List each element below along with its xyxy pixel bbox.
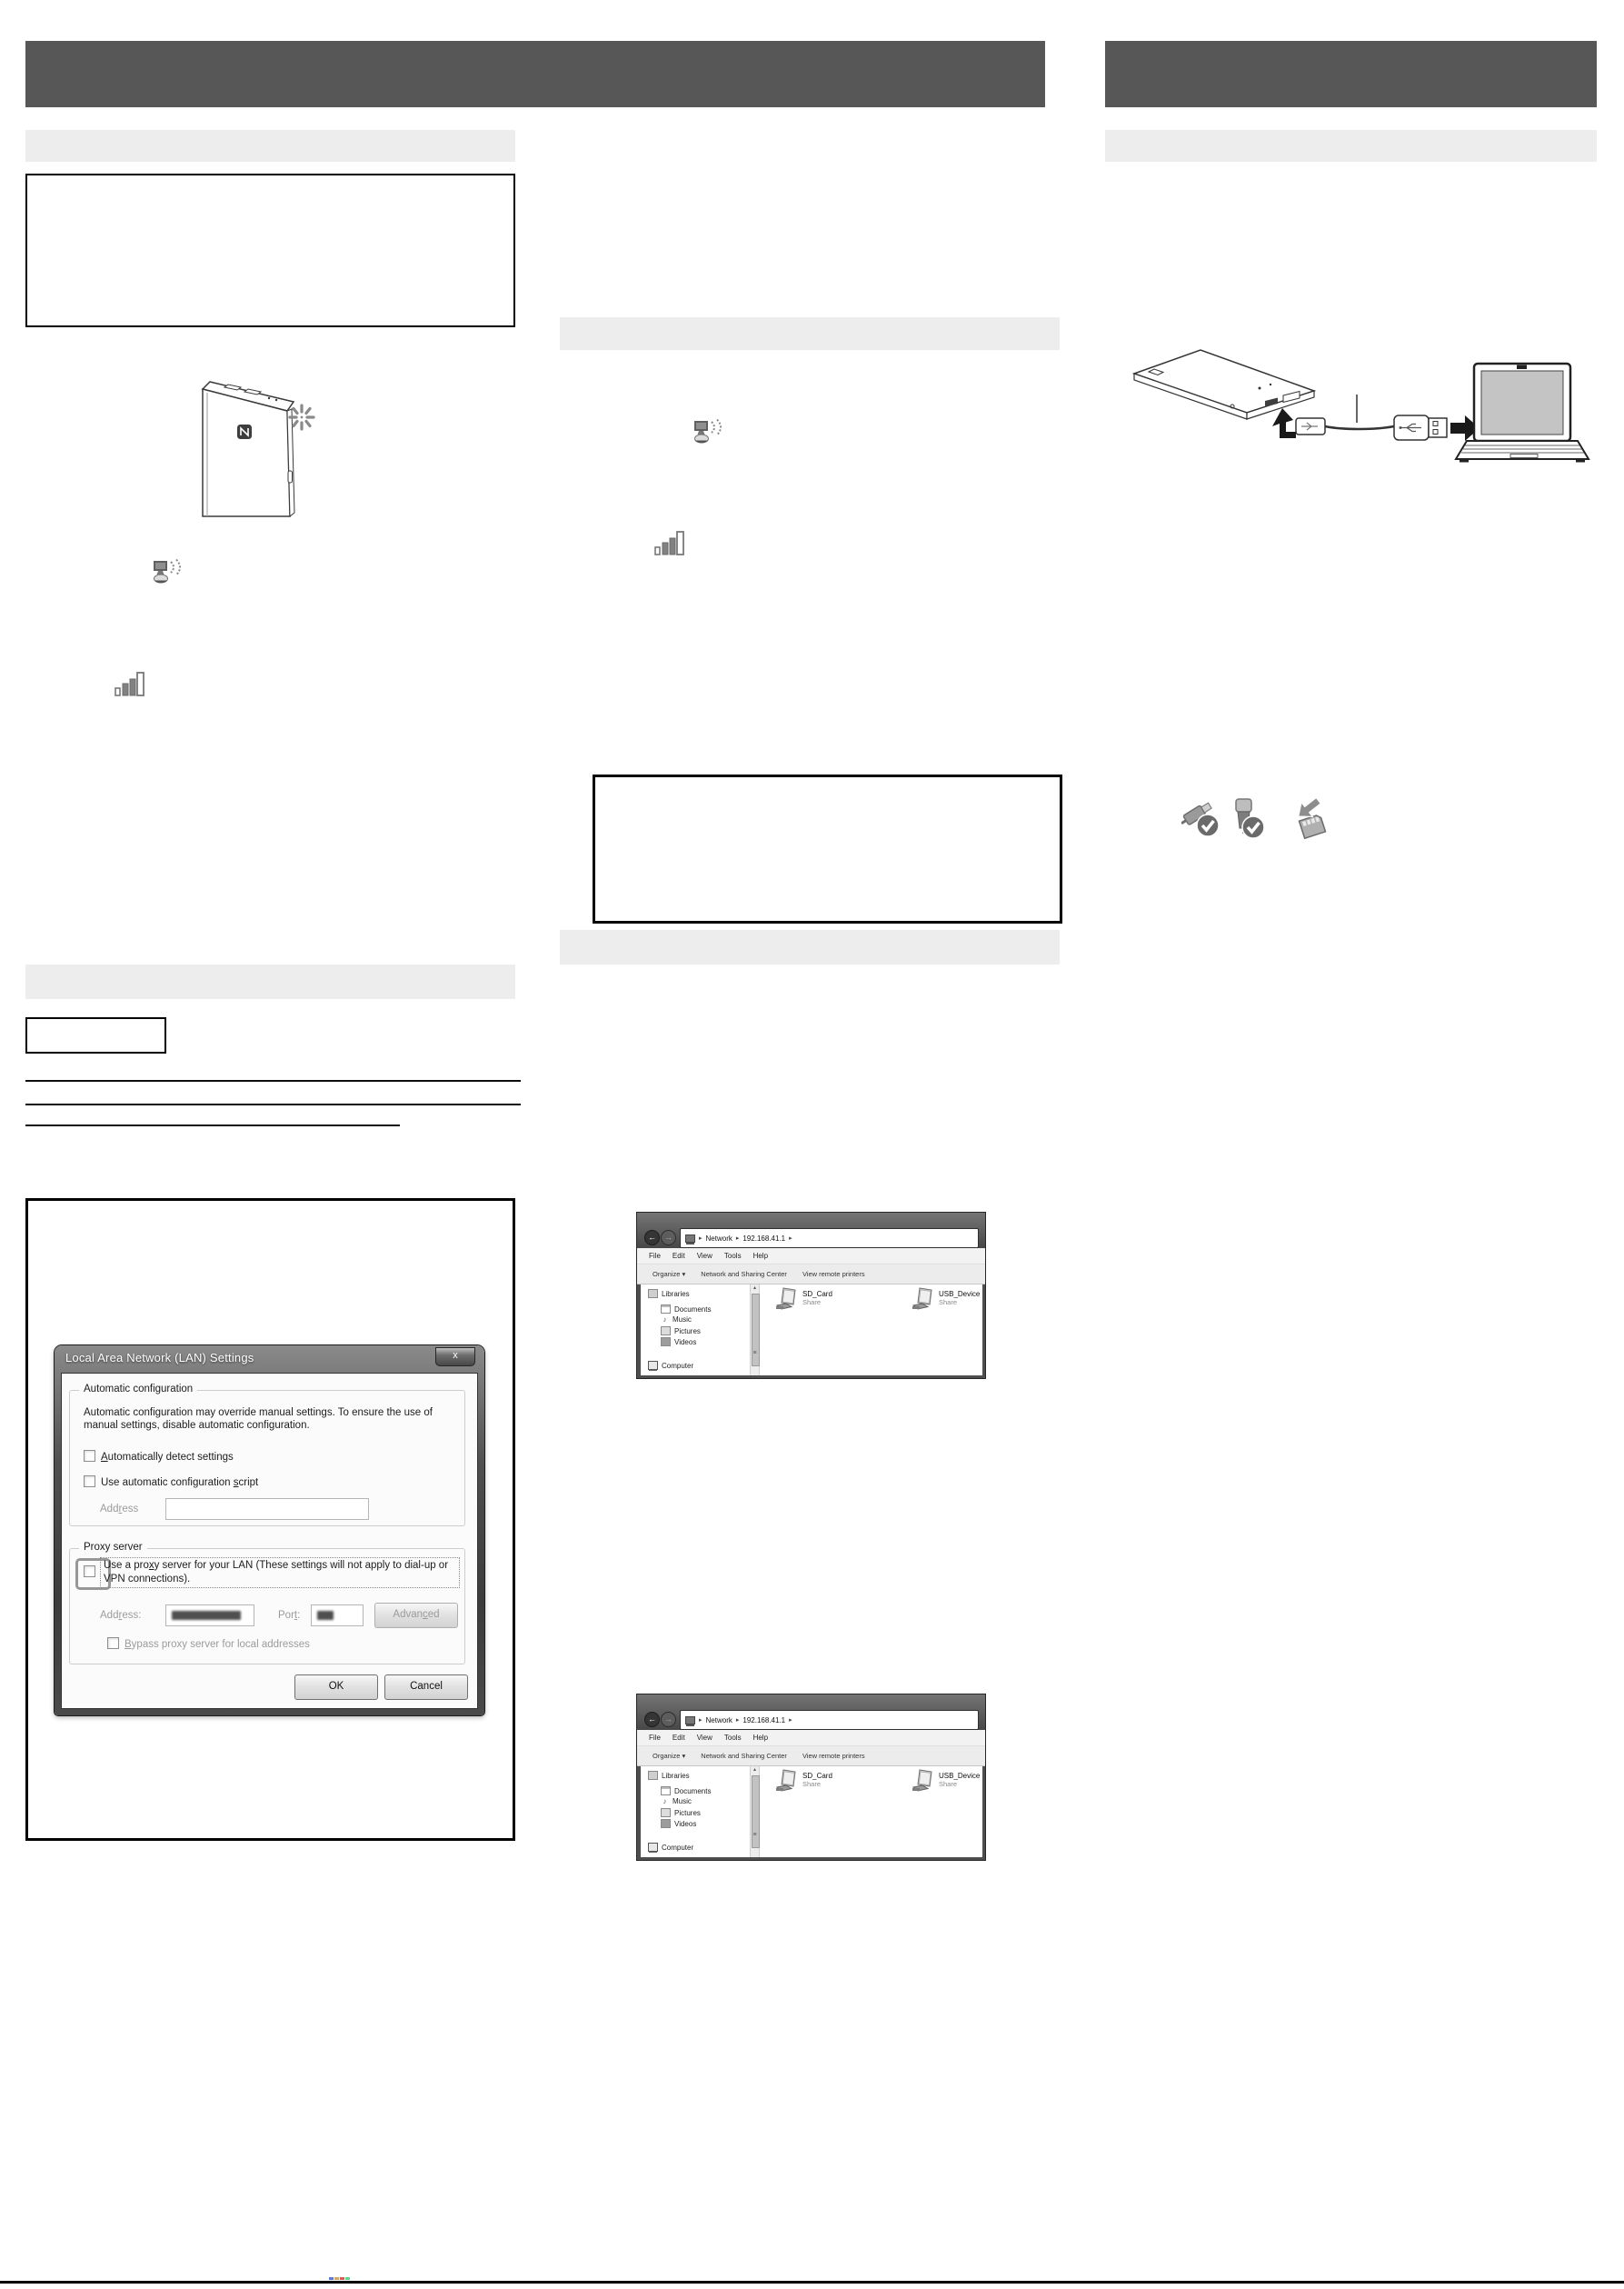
usb-plug-ok-icon [1181,800,1221,840]
organize-button[interactable]: Organize ▾ [653,1270,686,1278]
chevron-down-icon: ▾ [682,1752,686,1760]
share-status: Share [802,1298,822,1306]
pictures-icon [661,1808,671,1817]
note-box-mid [593,775,1062,924]
dialog-title: Local Area Network (LAN) Settings [65,1351,254,1364]
list-rule-2 [25,1104,521,1105]
detect-settings-checkbox[interactable] [84,1450,95,1462]
videos-icon [661,1337,671,1346]
share-item-usb-device[interactable] [912,1769,980,1794]
group-legend: Automatic configuration [79,1384,197,1394]
shared-folder-icon [912,1769,934,1794]
group-legend: Proxy server [79,1542,147,1553]
arrow-up-icon [1272,408,1296,438]
redacted-port [317,1611,334,1620]
bypass-proxy-label: Bypass proxy server for local addresses [125,1639,310,1650]
chevron-icon: ▸ [699,1717,702,1724]
list-rule-1 [25,1080,521,1082]
forward-icon: → [664,1233,673,1242]
back-icon: ← [648,1233,656,1242]
cancel-button[interactable]: Cancel [384,1674,468,1700]
auto-config-description: Automatic configuration may override manual settings. To ensure the use of manual settings, disable automatic configuration. [84,1407,433,1431]
nav-pictures[interactable]: Pictures [661,1326,701,1335]
menu-tools[interactable]: Tools [723,1252,742,1260]
chevron-down-icon: ▾ [682,1270,686,1278]
nav-computer[interactable]: Computer [648,1843,693,1852]
documents-icon [661,1786,671,1795]
share-name: SD_Card [802,1772,832,1780]
share-status: Share [939,1780,958,1788]
address-bar[interactable] [680,1710,979,1730]
sharing-center-button[interactable]: Network and Sharing Center [701,1752,787,1760]
window-body [637,1766,985,1857]
organize-button[interactable]: Organize ▾ [653,1752,686,1760]
share-name: USB_Device [939,1772,981,1780]
libraries-icon [648,1289,658,1298]
videos-icon [661,1819,671,1828]
menu-edit[interactable]: Edit [672,1734,685,1742]
ok-button[interactable]: OK [294,1674,378,1700]
menu-file[interactable]: File [649,1252,661,1260]
command-bar [637,1264,985,1284]
music-icon: ♪ [663,1797,667,1805]
window-body [637,1284,985,1375]
remote-printers-button[interactable]: View remote printers [802,1270,865,1278]
navigation-pane [641,1284,750,1375]
explorer-window-1 [636,1212,986,1379]
breadcrumb-network[interactable]: Network [705,1715,732,1724]
section-bar-left-2 [25,965,515,999]
bypass-proxy-row [107,1637,310,1650]
section-bar-left-1 [25,130,515,162]
share-status: Share [802,1780,822,1788]
nav-libraries[interactable]: Libraries [648,1289,690,1298]
scroll-up-icon[interactable]: ▴ [752,1767,756,1773]
menu-tools[interactable]: Tools [723,1734,742,1742]
menu-view[interactable]: View [696,1252,712,1260]
note-box-left-top [25,174,515,327]
menu-bar [637,1730,985,1746]
proxy-port-label: Port: [278,1610,301,1621]
auto-address-label: Address [100,1504,139,1514]
shared-folder-icon [776,1287,798,1312]
share-name: SD_Card [802,1290,832,1298]
nav-computer[interactable]: Computer [648,1361,693,1370]
chevron-icon: ▸ [789,1235,792,1242]
share-status: Share [939,1298,958,1306]
footer-rule [0,2281,1624,2284]
forward-button[interactable] [661,1230,676,1245]
back-icon: ← [648,1714,656,1724]
content-pane [760,1766,982,1854]
scrollbar[interactable] [750,1766,760,1857]
proxy-address-label: Address: [100,1610,142,1621]
device-illustration-nfc-led [177,375,364,518]
lan-settings-dialog [55,1345,484,1715]
config-script-checkbox[interactable] [84,1475,95,1487]
pictures-icon [661,1326,671,1335]
content-pane [760,1284,982,1373]
computer-icon [648,1843,658,1852]
menu-edit[interactable]: Edit [672,1252,685,1260]
sharing-center-button[interactable]: Network and Sharing Center [701,1270,787,1278]
chevron-icon: ▸ [735,1717,740,1724]
proxy-port-input[interactable] [311,1604,364,1626]
remote-printers-button[interactable]: View remote printers [802,1752,865,1760]
scrollbar[interactable] [750,1284,760,1375]
scroll-grip-icon: ≡ [752,1350,757,1356]
config-script-row [84,1475,258,1488]
forward-icon: → [664,1714,673,1724]
forward-button[interactable] [661,1712,676,1727]
list-rule-3 [25,1125,400,1126]
share-name: USB_Device [939,1290,981,1298]
nav-videos[interactable]: Videos [661,1819,696,1828]
breadcrumb-ip[interactable]: 192.168.41.1 [742,1234,786,1243]
wireless-lan-mode-icon [693,418,724,445]
section-bar-mid-1 [560,317,1060,350]
usb-connection-illustration [1127,344,1590,471]
share-item-sd-card[interactable] [776,1769,832,1794]
menu-help[interactable]: Help [752,1252,769,1260]
navigation-pane [641,1766,750,1857]
nfc-mark-icon [237,425,252,439]
share-item-sd-card[interactable] [776,1287,832,1312]
documents-icon [661,1304,671,1314]
command-bar [637,1746,985,1766]
chevron-icon: ▸ [699,1235,702,1242]
close-button[interactable] [435,1347,475,1366]
menu-bar [637,1248,985,1264]
menu-view[interactable]: View [696,1734,712,1742]
window-chrome [637,1213,985,1248]
dialog-body [61,1373,478,1709]
chevron-icon: ▸ [735,1235,740,1242]
computer-icon [685,1234,695,1243]
computer-icon [648,1361,658,1370]
chevron-icon: ▸ [789,1717,792,1724]
section-bar-right [1105,130,1597,162]
computer-icon [685,1716,695,1724]
led-blink-icon [290,405,314,429]
address-bar[interactable] [680,1228,979,1248]
proxy-address-input[interactable] [165,1604,254,1626]
header-bar-left [25,41,1045,107]
music-icon: ♪ [663,1315,667,1324]
usb-cable-ok-icon [1225,797,1267,840]
nav-music[interactable]: ♪ Music [661,1797,692,1805]
use-proxy-label: Use a proxy server for your LAN (These settings will not apply to dial-up or VPN connections). [100,1557,460,1588]
shared-folder-icon [776,1769,798,1794]
menu-help[interactable]: Help [752,1734,769,1742]
detect-settings-row [84,1450,234,1463]
window-chrome [637,1694,985,1730]
libraries-icon [648,1771,658,1780]
nav-music[interactable]: ♪ Music [661,1315,692,1324]
scroll-up-icon[interactable]: ▴ [752,1285,756,1291]
header-bar-right [1105,41,1597,107]
note-label-box [25,1017,166,1054]
nav-documents[interactable]: Documents [661,1786,711,1795]
scroll-grip-icon: ≡ [752,1832,757,1838]
detect-settings-label: Automatically detect settings [101,1452,234,1463]
nav-pictures[interactable]: Pictures [661,1808,701,1817]
advanced-button[interactable]: Advanced [374,1603,458,1628]
nav-documents[interactable]: Documents [661,1304,711,1314]
signal-strength-icon [654,531,685,556]
bypass-proxy-checkbox[interactable] [107,1637,119,1649]
wireless-lan-mode-icon [153,558,184,585]
config-script-label: Use automatic configuration script [101,1477,259,1488]
breadcrumb-network[interactable]: Network [705,1234,732,1243]
back-button[interactable] [644,1230,660,1245]
section-bar-mid-2 [560,930,1060,965]
signal-strength-icon [115,672,145,697]
close-icon: x [453,1350,458,1361]
explorer-window-2 [636,1694,986,1861]
use-proxy-checkbox[interactable] [84,1565,95,1577]
sd-card-insert-icon [1285,797,1330,839]
breadcrumb-ip[interactable]: 192.168.41.1 [742,1715,786,1724]
auto-address-input[interactable] [165,1498,369,1520]
back-button[interactable] [644,1712,660,1727]
nav-videos[interactable]: Videos [661,1337,696,1346]
menu-file[interactable]: File [649,1734,661,1742]
nav-libraries[interactable]: Libraries [648,1771,690,1780]
redacted-address [172,1611,241,1620]
share-item-usb-device[interactable] [912,1287,980,1312]
shared-folder-icon [912,1287,934,1312]
